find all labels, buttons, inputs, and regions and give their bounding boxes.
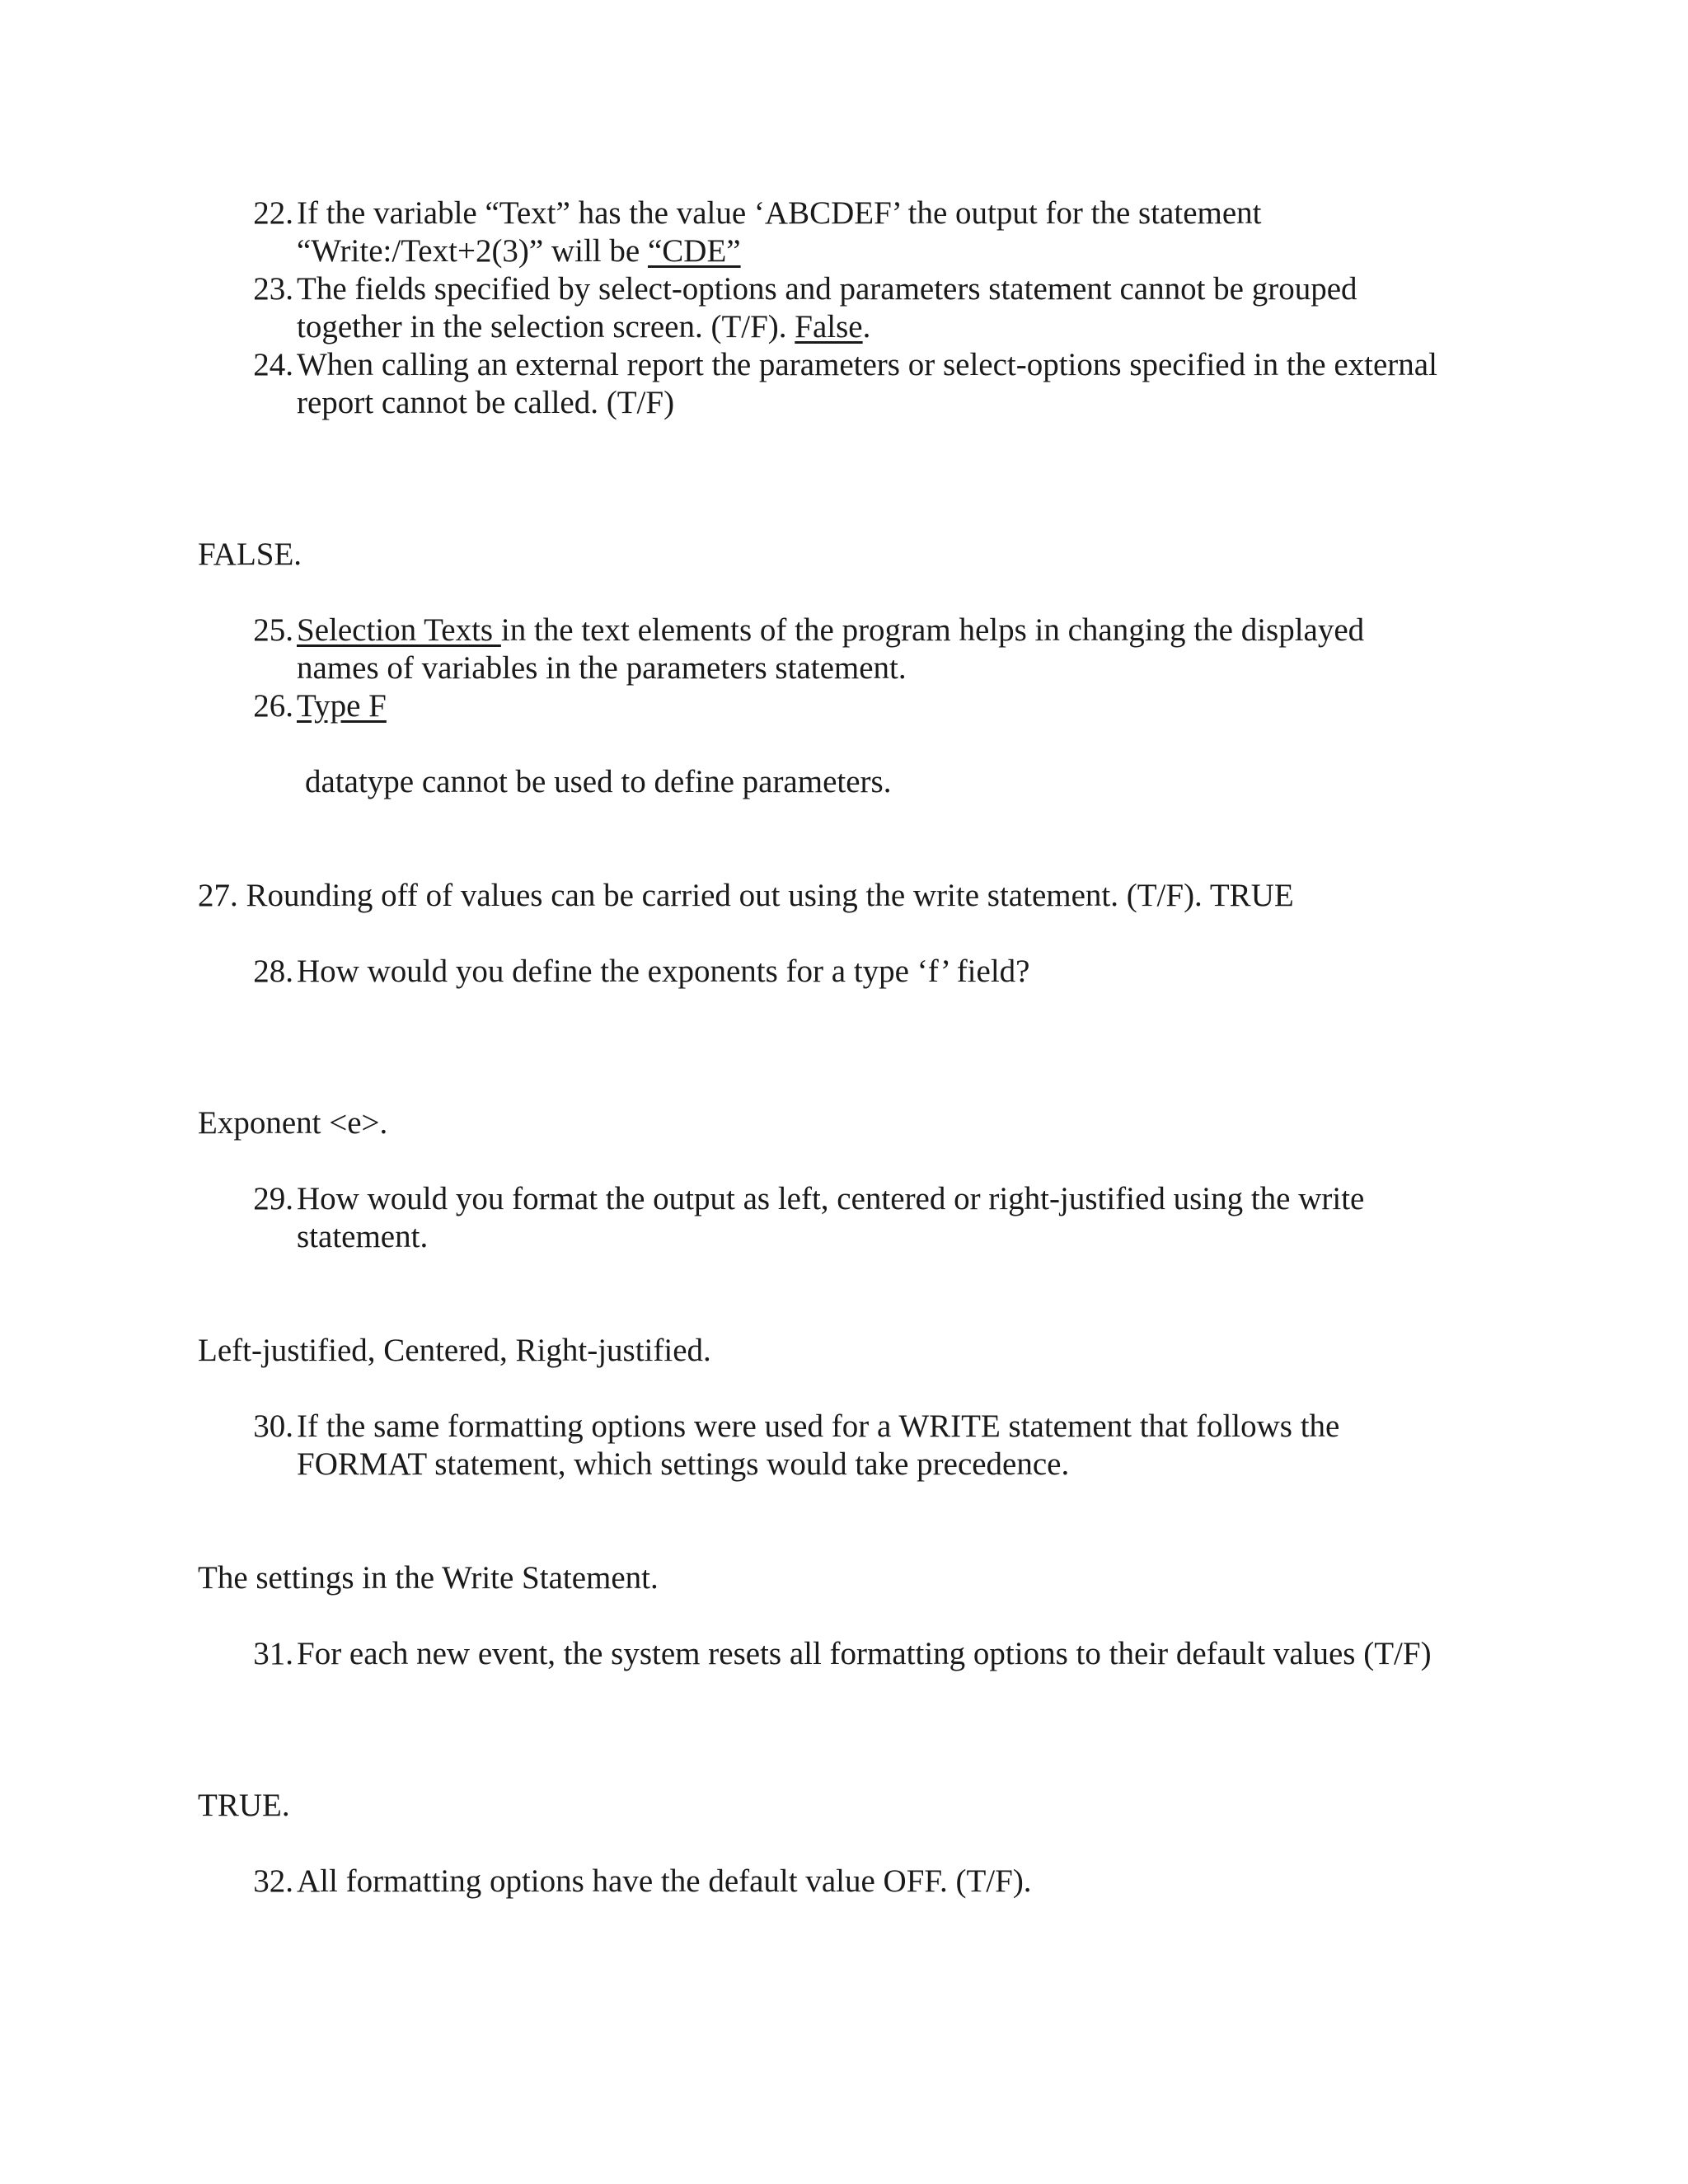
question-text [297,1180,1517,1256]
question-line: If the same formatting options were used for a WRITE statement that follows the [297,1408,1340,1444]
question-text [297,687,1517,725]
question-line: How would you format the output as left, centered or right-justified using the write [297,1181,1365,1216]
question-text-segment: in the text elements of the program helps in changing the displayed [500,612,1365,648]
question-number: 26. [253,688,293,724]
question-text-segment: . [862,309,871,344]
question-text [297,270,1517,346]
question-number: 32. [253,1863,293,1899]
question-27 [198,877,1294,915]
question-line: For each new event, the system resets all formatting options to their default values (T/F) [297,1636,1432,1671]
answer-30: The settings in the Write Statement. [198,1560,659,1596]
question-line [297,612,1517,649]
question-line [297,232,1517,270]
question-line: The fields specified by select-options and parameters statement cannot be grouped [297,271,1357,307]
question-line: All formatting options have the default value OFF. (T/F). [297,1863,1032,1899]
question-line: How would you define the exponents for a type ‘f’ field? [297,954,1030,989]
underlined-answer: Selection Texts [297,612,501,648]
question-number: 23. [253,271,293,307]
question-number: 27. [198,878,238,913]
question-text [297,1408,1517,1483]
question-26-continuation: datatype cannot be used to define parameters. [305,764,892,799]
answer-29: Left-justified, Centered, Right-justified. [198,1333,711,1368]
question-line [297,308,1517,346]
question-text [297,1635,1517,1673]
question-line: When calling an external report the parameters or select-options specified in the external [297,347,1437,382]
answer-31: TRUE. [198,1788,290,1823]
answer-24: FALSE. [198,537,302,572]
question-text [297,194,1517,270]
question-number: 30. [253,1408,293,1444]
underlined-answer: Type F [297,688,387,724]
question-text-segment: “Write:/Text+2(3)” will be [297,233,648,269]
question-number: 29. [253,1181,293,1216]
question-text [297,1863,1517,1900]
question-line: names of variables in the parameters statement. [297,650,907,686]
answer-28: Exponent <e>. [198,1105,388,1141]
question-line: FORMAT statement, which settings would take precedence. [297,1446,1070,1482]
question-number: 22. [253,195,293,231]
question-number: 25. [253,612,293,648]
question-line: report cannot be called. (T/F) [297,385,675,420]
question-text: Rounding off of values can be carried out using the write statement. (T/F). TRUE [246,878,1294,913]
underlined-answer: “CDE” [647,233,741,269]
question-text [297,346,1517,422]
question-line: If the variable “Text” has the value ‘ABCDEF’ the output for the statement [297,195,1262,231]
question-number: 28. [253,954,293,989]
underlined-answer: False [795,309,863,344]
question-text [297,612,1517,687]
question-text-segment: together in the selection screen. (T/F). [297,309,795,344]
question-number: 31. [253,1636,293,1671]
question-number: 24. [253,347,293,382]
question-line: statement. [297,1219,429,1254]
question-text [297,953,1517,991]
